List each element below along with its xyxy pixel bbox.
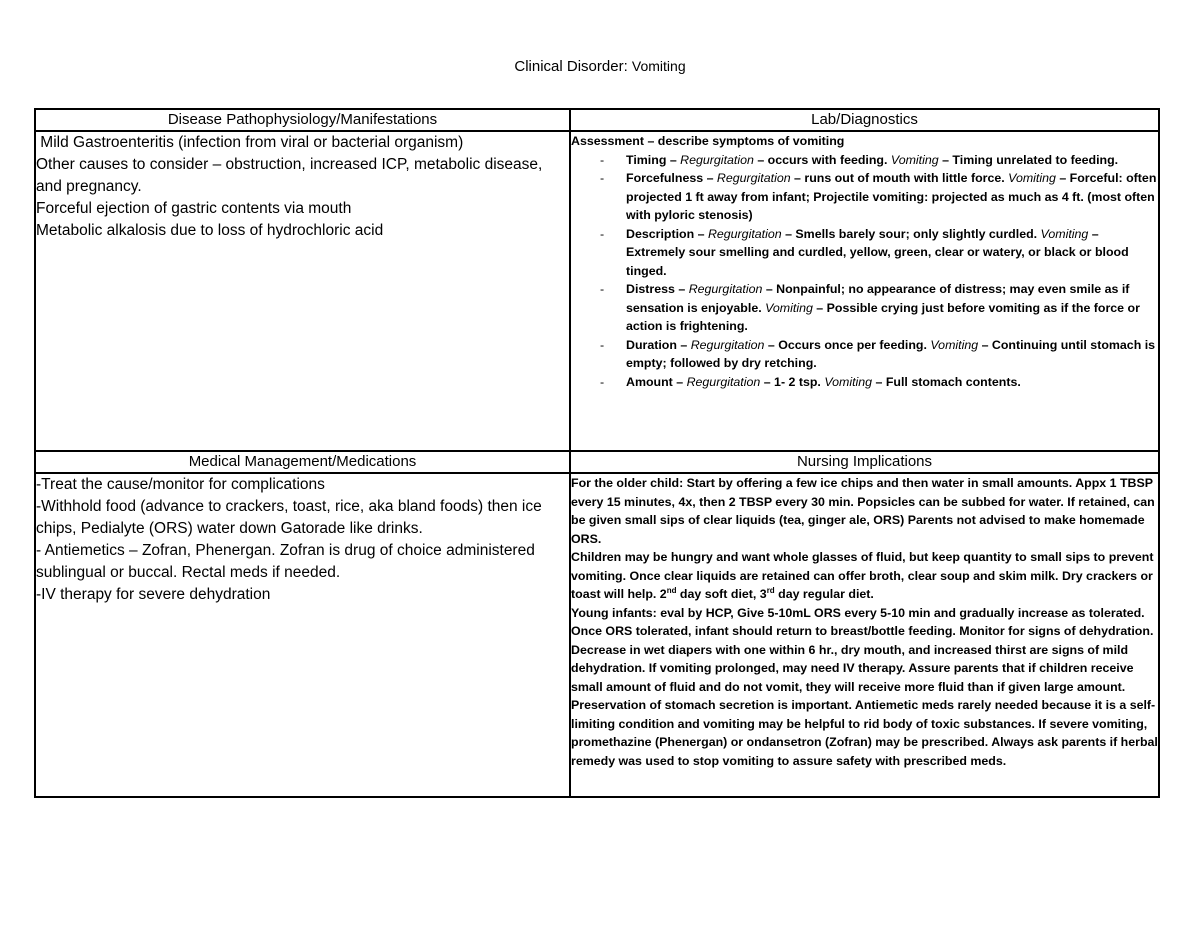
list-item: - Distress – Regurgitation – Nonpainful; no appearance of distress; may even smile as if sensation is enjoyable. Vomiting – Possible crying just before vomiting as if the force or action is frightening.: [600, 282, 1140, 333]
header-lab: Lab/Diagnostics: [570, 109, 1159, 131]
bullet: -: [600, 171, 605, 185]
lab-list: [571, 151, 1158, 392]
patho-line: Forceful ejection of gastric contents via mouth: [36, 200, 352, 217]
nursing-paragraph: For the older child: Start by offering a few ice chips and then water in small amounts. Appx 1 TBSP every 15 minutes, 4x, then 2 TBSP every 30 min. Popsicles can be subbed for water. If retained, can be given small sips of clear liquids (tea, ginger ale, ORS) Parents not advised to make homemade ORS.: [571, 476, 1155, 546]
list-item: - Duration – Regurgitation – Occurs once per feeding. Vomiting – Continuing until stomach is empty; followed by dry retching.: [600, 337, 1156, 370]
lab-intro: Assessment – describe symptoms of vomiting: [571, 134, 845, 148]
bullet: -: [600, 226, 605, 241]
header-patho: Disease Pathophysiology/Manifestations: [35, 109, 570, 131]
patho-line: Other causes to consider – obstruction, increased ICP, metabolic disease, and pregnancy.: [36, 156, 543, 195]
nursing-paragraph: Children may be hungry and want whole glasses of fluid, but keep quantity to small sips to prevent vomiting. Once clear liquids are retained can offer broth, clear soup and skim milk. Dry crackers or toast will help. 2nd day soft diet, 3rd day regular diet.: [571, 550, 1154, 601]
medical-line: - Antiemetics – Zofran, Phenergan. Zofran is drug of choice administered sublingual or buccal. Rectal meds if needed.: [36, 542, 535, 581]
header-row-1: [35, 109, 1159, 131]
list-item: - Timing – Regurgitation – occurs with feeding. Vomiting – Timing unrelated to feeding.: [626, 151, 1158, 170]
medical-line: -Withhold food (advance to crackers, toast, rice, aka bland foods) then ice chips, Pedialyte (ORS) water down Gatorade like drinks.: [36, 498, 542, 537]
list-item: - Description – Regurgitation – Smells barely sour; only slightly curdled. Vomiting – Extremely sour smelling and curdled, yellow, green, clear or watery, or black or blood tinged.: [600, 226, 1129, 278]
patho-cell: [35, 131, 570, 451]
patho-line: Metabolic alkalosis due to loss of hydrochloric acid: [36, 222, 384, 239]
care-plan-table: [34, 108, 1160, 798]
header-nursing: Nursing Implications: [570, 451, 1159, 473]
content-row-1: [35, 131, 1159, 451]
nursing-paragraph: Young infants: eval by HCP, Give 5-10mL ORS every 5-10 min and gradually increase as tolerated. Once ORS tolerated, infant should return to breast/bottle feeding. Monitor for signs of dehydration. Decrease in wet diapers with one within 6 hr., dry mouth, and increased thirst are signs of mild dehydration. If vomiting prolonged, may need IV therapy. Assure parents that if children receive small amount of fluid and do not vomit, they will receive more fluid than if given large amount. Preservation of stomach secretion is important. Antiemetic meds rarely needed because it is a self-limiting condition and vomiting may be helpful to rid body of toxic substances. If severe vomiting, promethazine (Phenergan) or ondansetron (Zofran) may be prescribed. Always ask parents if herbal remedy was used to stop vomiting to assure safety with prescribed meds.: [571, 605, 1158, 768]
lab-cell: [570, 131, 1159, 451]
page-title: [0, 58, 1200, 75]
content-row-2: [35, 473, 1159, 797]
list-item: - Forcefulness – Regurgitation – runs out of mouth with little force. Vomiting – Forceful: often projected 1 ft away from infant; Projectile vomiting: projected as much as 4 ft. (most often with pyloric stenosis): [600, 171, 1157, 222]
bullet: -: [600, 282, 605, 296]
title-value: Vomiting: [631, 58, 686, 74]
medical-cell: [35, 473, 570, 797]
list-item: - Amount – Regurgitation – 1- 2 tsp. Vomiting – Full stomach contents.: [626, 373, 1158, 392]
patho-line: Mild Gastroenteritis (infection from viral or bacterial organism): [36, 134, 464, 151]
nursing-cell: [570, 473, 1159, 797]
bullet: -: [600, 152, 605, 167]
header-row-2: [35, 451, 1159, 473]
medical-line: -Treat the cause/monitor for complications: [36, 476, 325, 493]
bullet: -: [600, 337, 605, 352]
medical-line: -IV therapy for severe dehydration: [36, 586, 271, 603]
title-label: Clinical Disorder:: [514, 58, 628, 75]
header-medical: Medical Management/Medications: [35, 451, 570, 473]
bullet: -: [600, 374, 605, 389]
